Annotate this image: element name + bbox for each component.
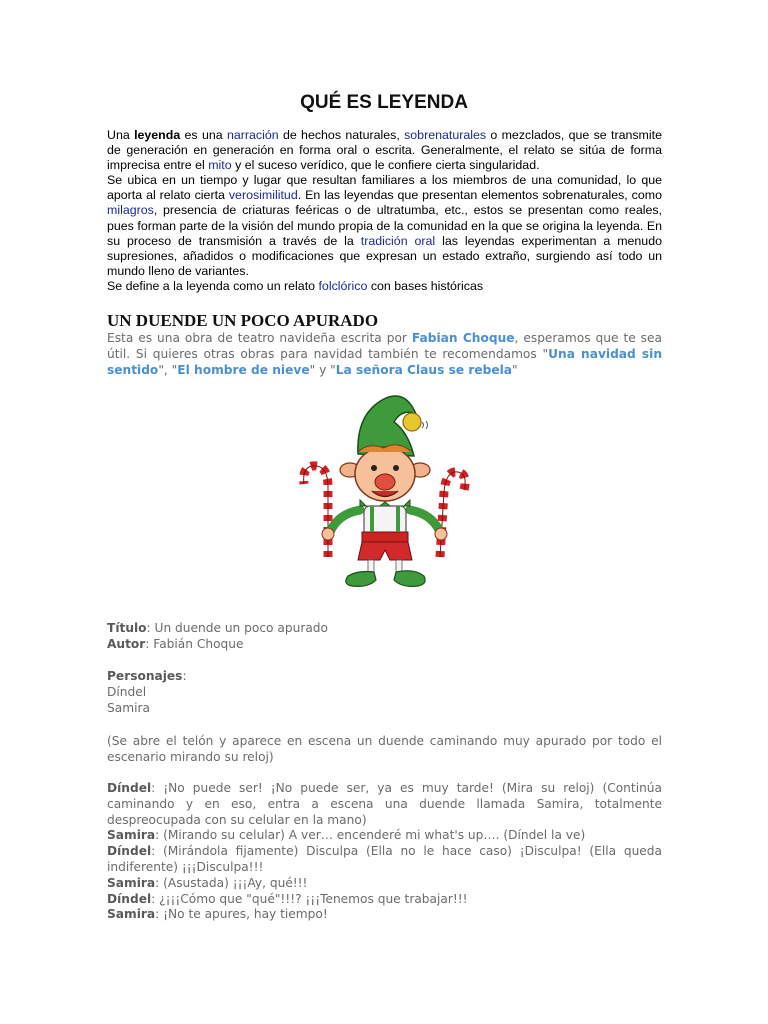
dialogue-line	[107, 892, 662, 908]
speaker: Samira	[107, 875, 156, 890]
line-text: : ¡No te apures, hay tiempo!	[155, 907, 328, 922]
link-sobrenaturales[interactable]: sobrenaturales	[404, 128, 487, 142]
play-intro-paragraph	[107, 331, 662, 378]
speaker: Díndel	[107, 781, 152, 795]
character-item: Díndel	[107, 684, 147, 699]
characters-list	[107, 669, 662, 716]
link-mito[interactable]: mito	[208, 158, 232, 173]
author-label: Autor	[107, 636, 146, 651]
author-value: : Fabián Choque	[145, 636, 244, 651]
speaker: Díndel	[107, 891, 152, 906]
intro-paragraph-3	[107, 279, 662, 294]
dialogue-line	[107, 907, 662, 923]
meta-title-line	[107, 621, 662, 637]
text: con bases históricas	[367, 278, 484, 293]
line-text: : (Mirándola fijamente) Disculpa (Ella no le hace caso) ¡Disculpa! (Ella queda indiferente) ¡¡¡Disculpa!!!	[107, 844, 662, 874]
speaker: Díndel	[107, 844, 152, 859]
text: es una	[180, 128, 227, 142]
line-text: : ¿¡¡¡Cómo que "qué"!!!? ¡¡¡Tenemos que trabajar!!!	[151, 891, 468, 906]
dialogue-line	[107, 781, 662, 828]
text: y el suceso verídico, que le confiere cierta singularidad.	[231, 158, 540, 173]
play-introduction	[107, 331, 662, 378]
link-folclorico[interactable]: folclórico	[318, 278, 368, 293]
title-label: Título	[107, 621, 147, 635]
link-narracion[interactable]: narración	[226, 128, 279, 142]
section-heading: UN DUENDE UN POCO APURADO	[107, 311, 379, 330]
text: Esta es una obra de teatro navideña escrita por	[107, 331, 412, 345]
text: , esperamos que te sea útil. Si quieres otras obras para navidad también te recomendamos "	[107, 331, 662, 361]
text: "	[512, 362, 518, 377]
text: Se define a la leyenda como un relato	[107, 278, 319, 293]
meta-author-line	[107, 637, 662, 653]
intro-paragraph-1	[107, 128, 662, 173]
legend-definition	[107, 128, 662, 294]
dialogue	[107, 781, 662, 923]
dialogue-line	[107, 844, 662, 876]
elf-nose	[375, 474, 395, 490]
line-text: : (Mirando su celular) A ver… encenderé mi what's up…. (Díndel la ve)	[155, 828, 586, 843]
characters-label: Personajes	[107, 669, 183, 683]
speaker: Samira	[107, 907, 156, 922]
text: " y "	[309, 362, 336, 377]
author-link[interactable]: Fabian Choque	[411, 331, 515, 345]
candy-cane-right	[440, 472, 465, 557]
link-la-senora-claus[interactable]: La señora Claus se rebela	[335, 362, 513, 377]
stage-direction-text: (Se abre el telón y aparece en escena un duende caminando muy apurado por todo el escenario mirando su reloj)	[107, 734, 662, 764]
text: Se ubica en un tiempo y lugar que resultan familiares a los miembros de una comunidad, lo que aporta al relato cierta	[107, 173, 662, 203]
text: ", "	[158, 362, 178, 377]
text: las leyendas experimentan a menudo supresiones, añadidos o modificaciones que expresan un estado extraño, surgiendo así todo un mundo lleno de variantes.	[107, 233, 662, 278]
link-milagros[interactable]: milagros	[107, 203, 154, 218]
text: de hechos naturales,	[278, 128, 405, 142]
link-el-hombre-de-nieve[interactable]: El hombre de nieve	[177, 362, 310, 377]
link-verosimilitud[interactable]: verosimilitud	[228, 188, 298, 203]
page-title: QUÉ ES LEYENDA	[300, 92, 468, 113]
bell-icon	[403, 413, 421, 431]
stage-direction	[107, 734, 662, 766]
characters-heading	[107, 669, 662, 685]
text: :	[182, 669, 187, 683]
candy-cane-left	[304, 466, 328, 557]
dialogue-line	[107, 876, 662, 892]
line-text: : ¡No puede ser! ¡No puede ser, ya es muy tarde! (Mira su reloj) (Continúa caminando y en eso, entra a escena una duende llamada Samira, totalmente despreocupada con su celular en la mano)	[107, 781, 662, 827]
character-item: Samira	[107, 700, 150, 715]
line-text: : (Asustada) ¡¡¡Ay, qué!!!	[155, 875, 308, 890]
christmas-elf-illustration	[298, 392, 470, 592]
title-value: : Un duende un poco apurado	[146, 621, 328, 635]
link-una-navidad-sin-sentido[interactable]: Una navidad sin sentido	[107, 346, 663, 377]
term-leyenda: leyenda	[134, 128, 181, 142]
text: . En las leyendas que presentan elementos sobrenaturales, como	[297, 188, 662, 203]
intro-paragraph-2	[107, 173, 662, 279]
link-tradicion-oral[interactable]: tradición oral	[360, 233, 436, 248]
speaker: Samira	[107, 828, 156, 843]
text: , presencia de criaturas feéricas o de ultratumba, etc., estos se presentan como reales, pues forman parte de la visión del mundo propia de la comunidad en la que se origina la leyenda. En su proceso de transmisión a través de la	[107, 203, 662, 248]
play-metadata	[107, 621, 662, 653]
dialogue-line	[107, 828, 662, 844]
text: o mezclados, que se transmite de generación en generación en forma oral o escrita. Generalmente, el relato se sitúa de forma imprecisa entre el	[107, 128, 662, 173]
text: Una	[107, 128, 135, 142]
